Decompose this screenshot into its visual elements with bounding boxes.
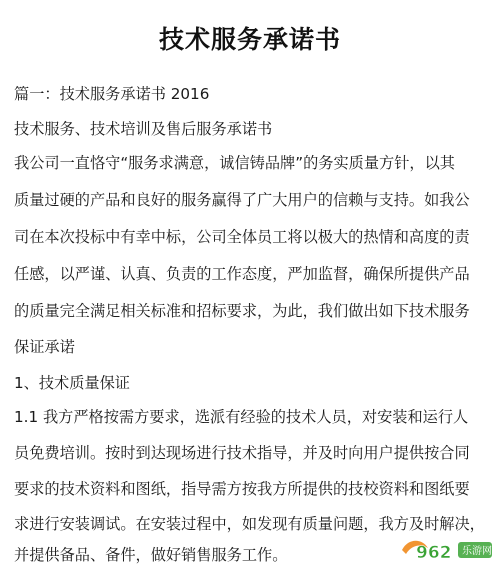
- paragraph-line: 并提供备品、备件，做好销售服务工作。: [14, 546, 288, 564]
- logo-number: 962: [416, 543, 452, 563]
- document-title: 技术服务承诺书: [158, 25, 341, 54]
- paragraph-line: 司在本次投标中有幸中标，公司全体员工将以极大的热情和高度的责: [14, 228, 470, 246]
- paragraph-line: 的质量完全满足相关标准和招标要求，为此，我们做出如下技术服务: [14, 302, 470, 320]
- site-logo-watermark: [398, 536, 494, 564]
- paragraph-line: 1.1 我方严格按需方要求，选派有经验的技术人员，对安装和运行人: [14, 408, 469, 426]
- subheading: 技术服务、技术培训及售后服务承诺书: [14, 120, 273, 138]
- section-heading: 篇一：技术服务承诺书 2016: [14, 85, 210, 103]
- paragraph-line: 保证承诺: [14, 338, 75, 356]
- paragraph-line: 员免费培训。按时到达现场进行技术指导，并及时向用户提供按合同: [14, 444, 470, 462]
- paragraph-line: 求进行安装调试。在安装过程中，如发现有质量问题，我方及时解决，: [14, 515, 485, 533]
- section-heading: 1、技术质量保证: [14, 374, 130, 392]
- paragraph-line: 要求的技术资料和图纸，指导需方按我方所提供的技校资料和图纸要: [14, 480, 470, 498]
- paragraph-line: 质量过硬的产品和良好的服务赢得了广大用户的信赖与支持。如我公: [14, 191, 470, 209]
- paragraph-line: 任感，以严谨、认真、负责的工作态度，严加监督，确保所提供产品: [14, 265, 470, 283]
- logo-site-name: 乐游网: [462, 546, 492, 557]
- paragraph-line: 我公司一直恪守“服务求满意，诚信铸品牌”的务实质量方针，以其: [14, 154, 455, 172]
